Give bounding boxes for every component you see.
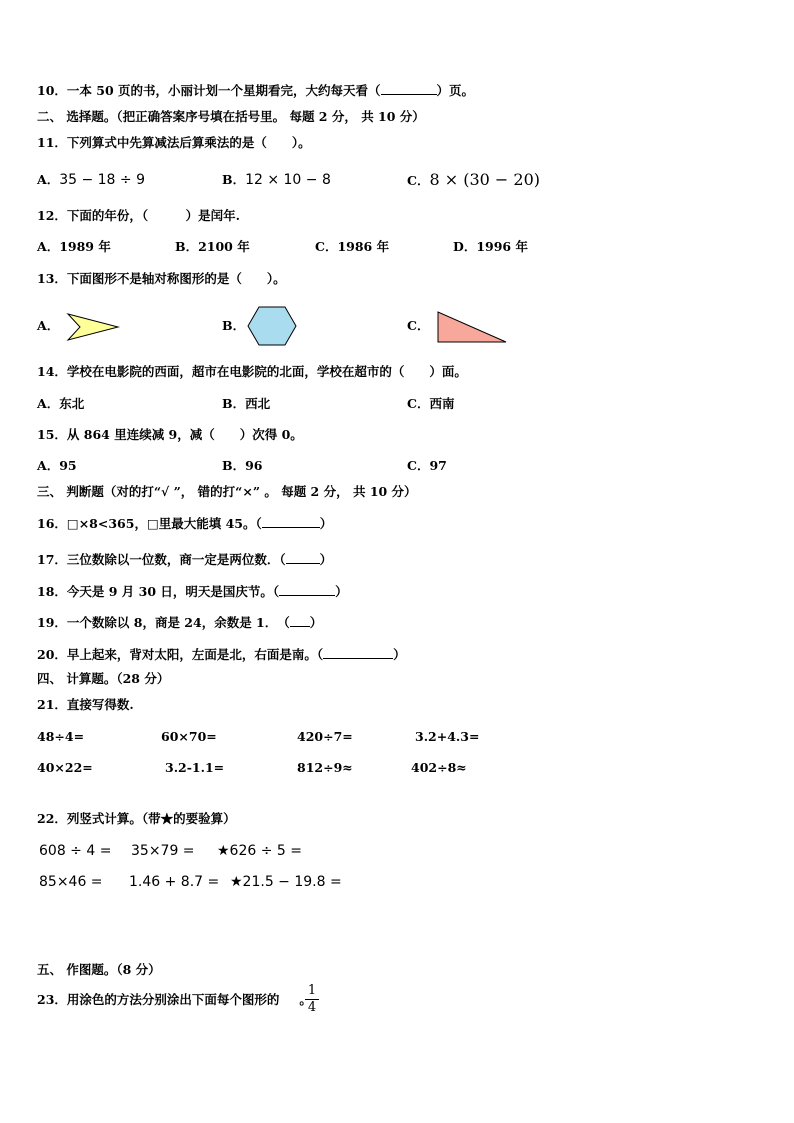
vertical-calc-item: ★21.5 − 19.8 = xyxy=(230,874,342,890)
question-22: 22．列竖式计算。（带★的要验算） xyxy=(37,811,236,826)
close-paren: ） xyxy=(319,552,333,567)
calc-item: 40×22= xyxy=(37,760,93,775)
answer-blank[interactable] xyxy=(279,583,335,596)
option-12-d[interactable]: D．1996 年 xyxy=(453,239,528,254)
option-14-b[interactable]: B．西北 xyxy=(222,396,271,411)
right-triangle-shape xyxy=(435,309,509,345)
arrow-shape xyxy=(64,312,122,342)
option-12-a[interactable]: A．1989 年 xyxy=(37,239,111,254)
calc-item: 3.2-1.1= xyxy=(165,760,225,775)
option-label: C． xyxy=(407,173,430,188)
option-label: A． xyxy=(37,172,60,187)
calc-item: 402÷8≈ xyxy=(411,760,467,775)
close-paren: ） xyxy=(319,516,333,531)
question-19 xyxy=(37,614,322,631)
option-13-b-label[interactable]: B． xyxy=(222,318,246,333)
answer-blank[interactable] xyxy=(286,551,320,564)
question-10-suffix: ）页。 xyxy=(436,83,475,98)
option-11-a[interactable] xyxy=(37,172,145,188)
question-10-text: 10．一本 50 页的书，小丽计划一个星期看完，大约每天看（ xyxy=(37,83,381,98)
question-16 xyxy=(37,515,332,532)
option-14-c[interactable]: C．西南 xyxy=(407,396,455,411)
calc-item: 60×70= xyxy=(161,729,217,744)
question-19-text: 19．一个数除以 8，商是 24，余数是 1． （ xyxy=(37,615,290,630)
fraction-numerator: 1 xyxy=(307,983,317,998)
question-15: 15．从 864 里连续减 9，减（ ）次得 0。 xyxy=(37,427,303,442)
vertical-calc-item: ★626 ÷ 5 = xyxy=(217,843,302,859)
close-paren: ） xyxy=(335,584,348,599)
hexagon-shape xyxy=(246,305,298,347)
question-10 xyxy=(37,82,474,99)
vertical-calc-item: 35×79 = xyxy=(131,843,195,859)
option-11-b[interactable] xyxy=(222,172,331,188)
calc-item: 812÷9≈ xyxy=(297,760,353,775)
close-paren: ） xyxy=(309,615,323,630)
question-18-text: 18．今天是 9 月 30 日，明天是国庆节。（ xyxy=(37,584,280,599)
option-15-b[interactable]: B．96 xyxy=(222,458,263,473)
fraction-one-quarter xyxy=(305,984,319,1015)
vertical-calc-item: 1.46 + 8.7 = xyxy=(129,874,220,890)
option-expression: 12 × 10 − 8 xyxy=(245,172,331,188)
section-3-title: 三、 判断题（对的打“√ ”， 错的打“×” 。 每题 2 分， 共 10 分） xyxy=(37,484,417,499)
option-14-a[interactable]: A．东北 xyxy=(37,396,85,411)
question-11: 11．下列算式中先算减法后算乘法的是（ ）。 xyxy=(37,135,311,150)
section-2-title: 二、 选择题。（把正确答案序号填在括号里。 每题 2 分， 共 10 分） xyxy=(37,109,425,124)
question-16-text: 16．□×8<365，□里最大能填 45。（ xyxy=(37,516,262,531)
vertical-calc-item: 85×46 = xyxy=(39,874,103,890)
question-20 xyxy=(37,646,406,663)
answer-blank[interactable] xyxy=(323,646,393,659)
question-23-suffix: 。 xyxy=(299,992,312,1007)
question-21: 21．直接写得数. xyxy=(37,697,134,712)
question-23-text: 23．用涂色的方法分别涂出下面每个图形的 xyxy=(37,992,280,1007)
option-15-a[interactable]: A．95 xyxy=(37,458,77,473)
question-12: 12．下面的年份，（ ）是闰年. xyxy=(37,208,240,223)
close-paren: ） xyxy=(393,647,406,662)
option-expression: 8 × (30 − 20) xyxy=(429,170,540,189)
option-label: B． xyxy=(222,172,246,187)
calc-item: 48÷4= xyxy=(37,729,85,744)
option-expression: 35 − 18 ÷ 9 xyxy=(59,172,146,188)
option-11-c[interactable] xyxy=(407,172,540,189)
question-17-text: 17．三位数除以一位数，商一定是两位数．（ xyxy=(37,552,286,567)
section-5-title: 五、 作图题。（8 分） xyxy=(37,962,161,977)
calc-item: 420÷7= xyxy=(297,729,353,744)
section-4-title: 四、 计算题。（28 分） xyxy=(37,671,170,686)
option-12-b[interactable]: B．2100 年 xyxy=(175,239,250,254)
option-13-c-label[interactable]: C． xyxy=(407,318,430,333)
answer-blank[interactable] xyxy=(290,614,310,627)
vertical-calc-item: 608 ÷ 4 = xyxy=(39,843,112,859)
answer-blank[interactable] xyxy=(381,82,437,95)
option-13-a-label[interactable]: A． xyxy=(37,318,60,333)
option-12-c[interactable]: C．1986 年 xyxy=(315,239,390,254)
calc-item: 3.2+4.3= xyxy=(415,729,480,744)
fraction-denominator: 4 xyxy=(307,1000,317,1015)
question-18 xyxy=(37,583,348,600)
question-17 xyxy=(37,551,332,568)
question-14: 14．学校在电影院的西面，超市在电影院的北面，学校在超市的（ ）面。 xyxy=(37,364,467,379)
option-15-c[interactable]: C．97 xyxy=(407,458,447,473)
question-13: 13．下面图形不是轴对称图形的是（ ）。 xyxy=(37,271,286,286)
question-23 xyxy=(37,992,312,1008)
question-20-text: 20．早上起来，背对太阳，左面是北，右面是南。（ xyxy=(37,647,324,662)
answer-blank[interactable] xyxy=(262,515,320,528)
